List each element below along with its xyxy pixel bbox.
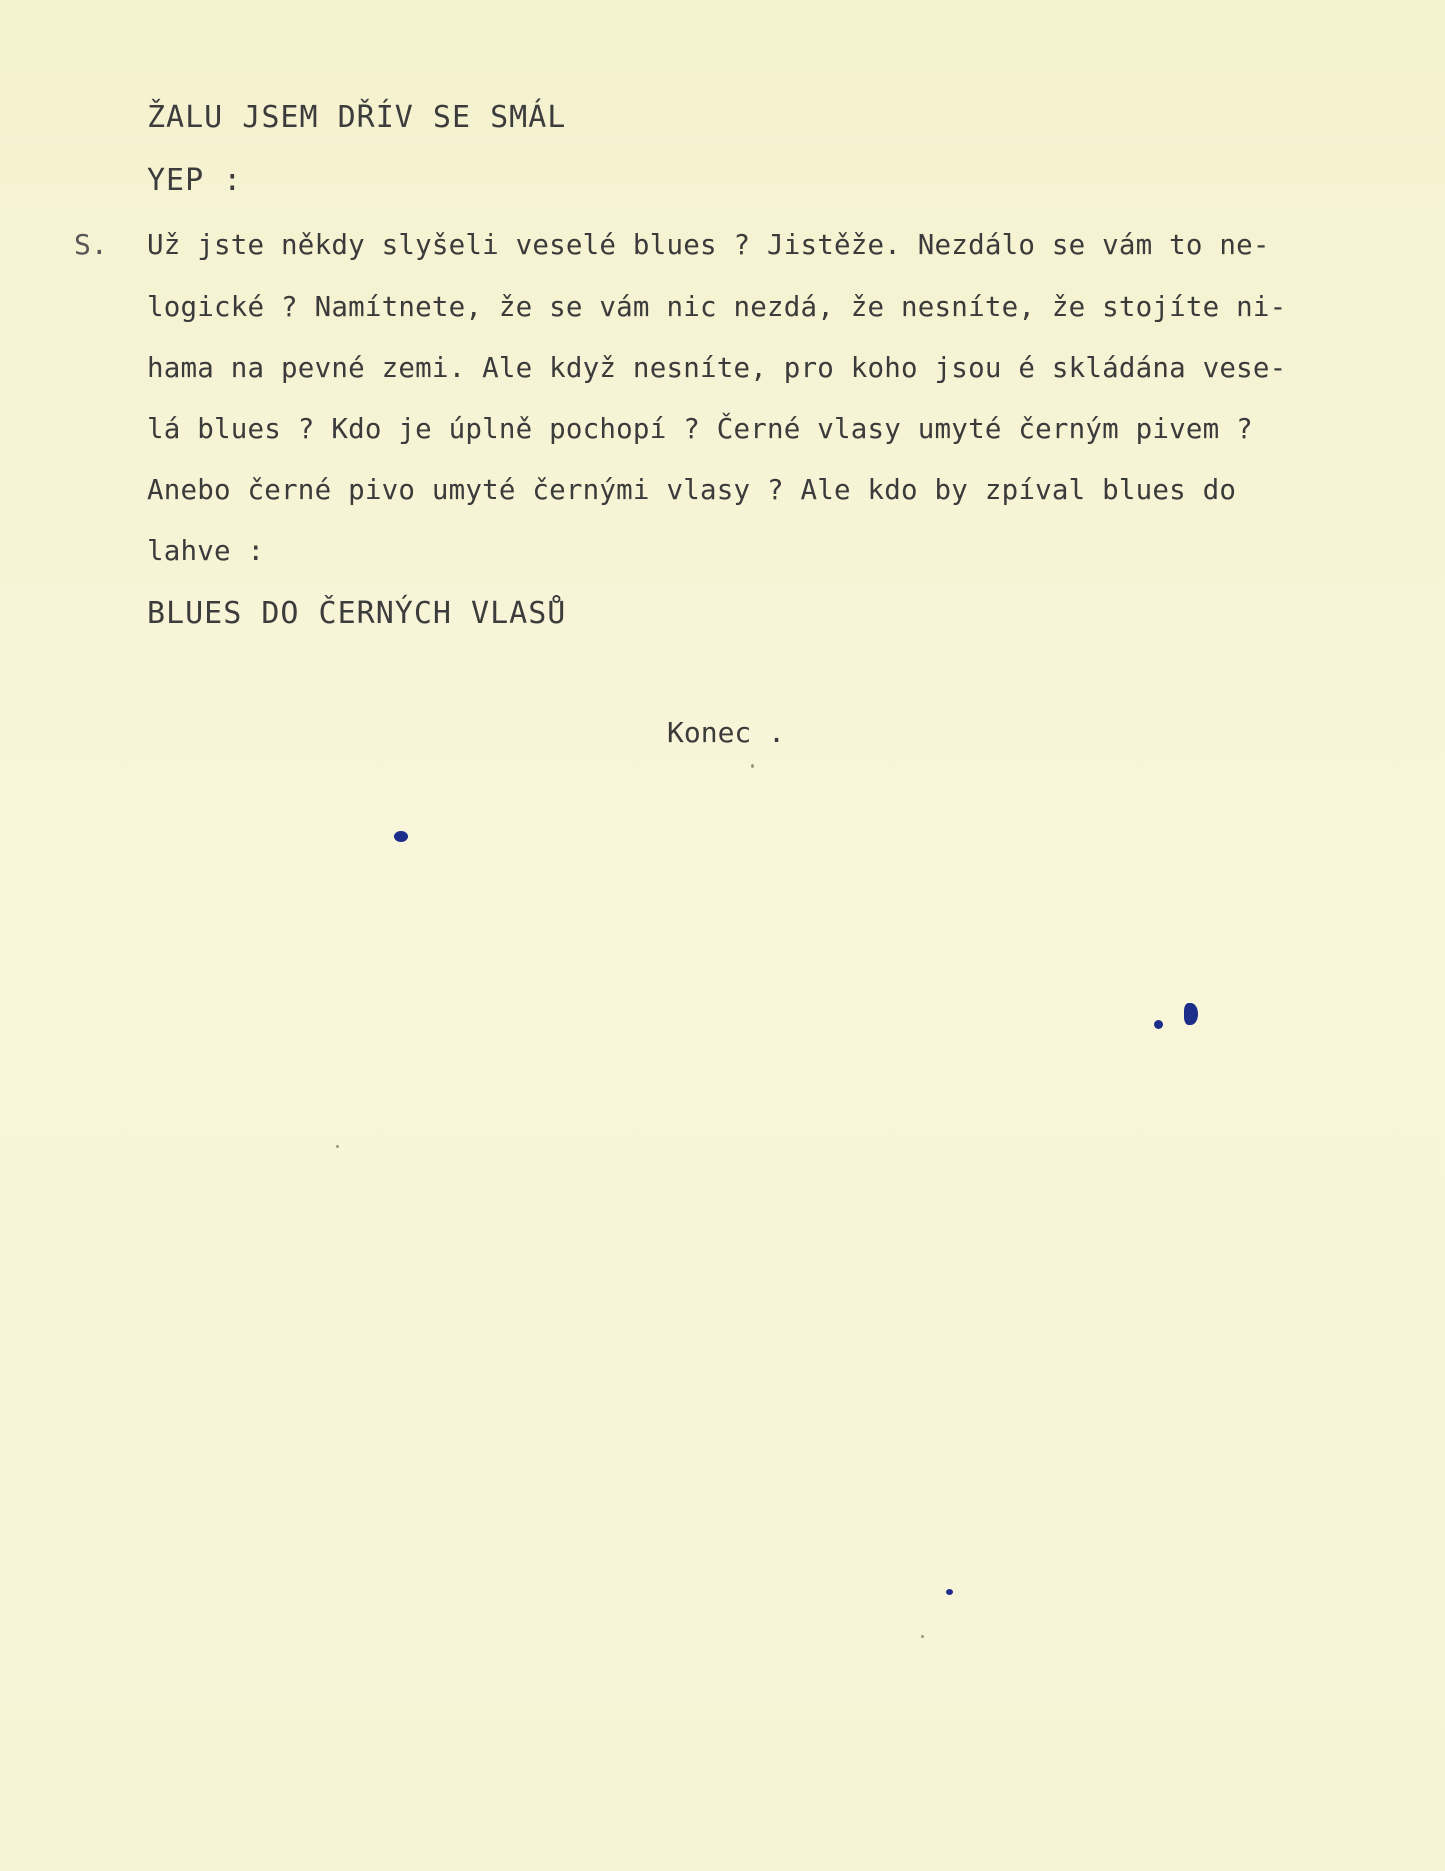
- paragraph-line: lá blues ? Kdo je úplně pochopí ? Černé vlasy umyté černým pivem ?: [147, 413, 1253, 445]
- paragraph-line: logické ? Namítnete, že se vám nic nezdá, že nesníte, že stojíte ni-: [147, 291, 1287, 323]
- ink-dot: [1154, 1020, 1163, 1029]
- paragraph-line: Anebo černé pivo umyté černými vlasy ? Ale kdo by zpíval blues do: [147, 474, 1237, 506]
- paragraph-line: hama na pevné zemi. Ale když nesníte, pro koho jsou é skládána vese-: [147, 352, 1287, 384]
- paper-speck: [336, 1145, 339, 1148]
- paper-speck: [921, 1635, 924, 1638]
- song-title-3: BLUES DO ČERNÝCH VLASŮ: [147, 596, 567, 631]
- ink-blot: [394, 831, 408, 842]
- speaker-label: S.: [74, 228, 108, 261]
- song-title-2: YEP :: [147, 163, 243, 198]
- song-title-1: ŽALU JSEM DŘÍV SE SMÁL: [147, 100, 567, 135]
- ending-text: Konec .: [667, 716, 786, 749]
- paragraph-line: lahve :: [147, 535, 265, 567]
- paragraph-line: Už jste někdy slyšeli veselé blues ? Jistěže. Nezdálo se vám to ne-: [147, 229, 1270, 261]
- paper-speck: [751, 764, 754, 768]
- ink-dot: [946, 1589, 953, 1595]
- ink-blot: [1184, 1003, 1198, 1025]
